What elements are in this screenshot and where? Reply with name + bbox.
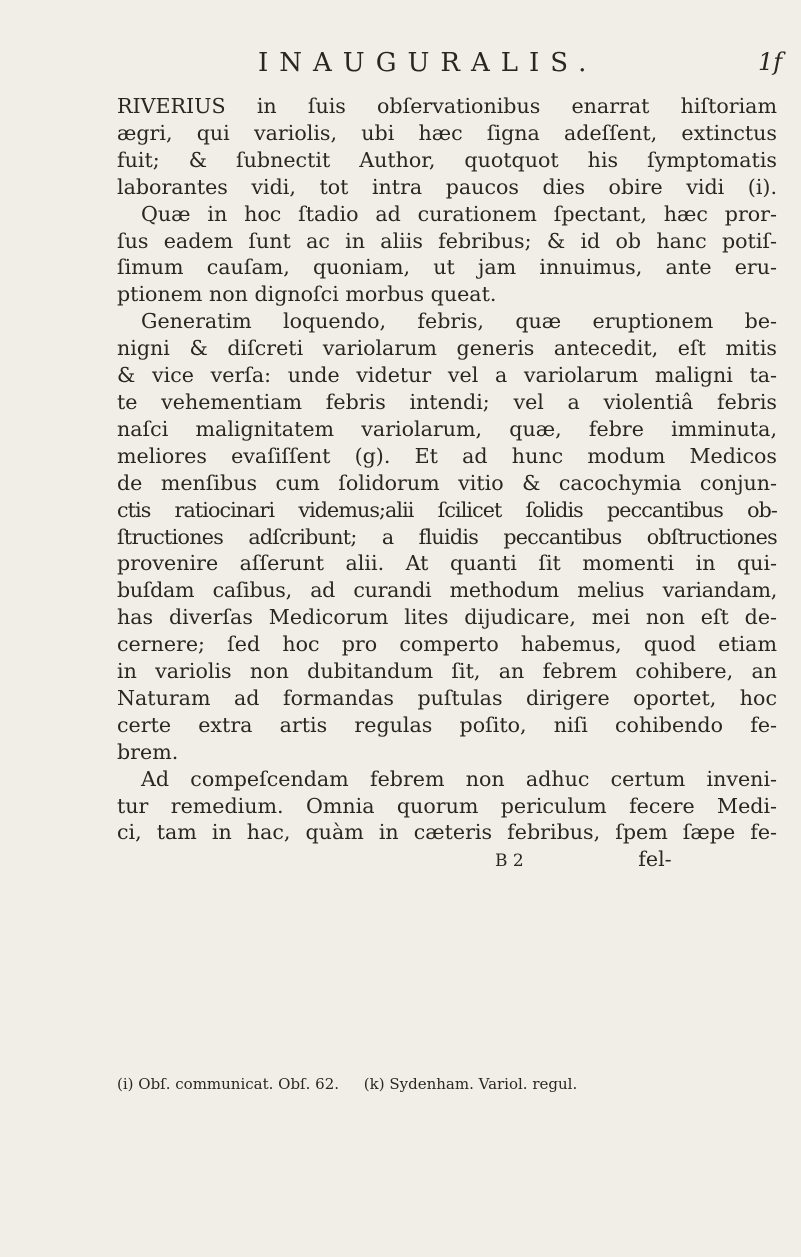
text-line: ctis ratiocinari videmus;alii ſcilicet ſolidis peccantibus ob- — [117, 497, 777, 522]
text-line: fuit; & ſubnectit Author, quotquot his ſymptomatis — [117, 147, 777, 172]
text-line: & vice verſa: unde videtur vel a variolarum maligni ta- — [117, 363, 777, 388]
text-line: Ad compeſcendam febrem non adhuc certum inveni- — [141, 766, 777, 791]
text-line: nigni & diſcreti variolarum generis antecedit, eſt mitis — [117, 336, 777, 361]
text-line: in variolis non dubitandum ſit, an febrem cohibere, an — [117, 659, 777, 684]
text-line: RIVERIUS in ſuis obſervationibus enarrat hiſtoriam — [117, 94, 777, 118]
text-line: ſtructiones adſcribunt; a fluidis peccantibus obſtructiones — [117, 524, 777, 549]
text-line: ſus eadem ſunt ac in aliis febribus; & id ob hanc potiſ- — [117, 228, 777, 253]
text-line: naſci malignitatem variolarum, quæ, febre imminuta, — [117, 416, 777, 441]
text-line: brem. — [117, 739, 179, 764]
page-number: 1f — [758, 48, 783, 76]
footnote: (i) Obſ. communicat. Obſ. 62. — [117, 1075, 340, 1093]
text-line: cernere; ſed hoc pro comperto habemus, quod etiam — [117, 632, 777, 657]
text-line: ſimum cauſam, quoniam, ut jam innuimus, ante eru- — [117, 255, 777, 280]
body-text — [117, 93, 777, 875]
text-line: ci, tam in hac, quàm in cæteris febribus, ſpem ſæpe fe- — [117, 820, 777, 845]
text-line: provenire aſſerunt alii. At quanti ſit momenti in qui- — [117, 551, 777, 576]
text-line: laborantes vidi, tot intra paucos dies obire vidi (i). — [117, 174, 777, 199]
text-line: buſdam caſibus, ad curandi methodum melius variandam, — [117, 578, 777, 603]
text-line: meliores evaſiſſent (g). Et ad hunc modum Medicos — [117, 443, 777, 468]
footnote: (k) Sydenham. Variol. regul. — [363, 1075, 578, 1093]
text-line: ægri, qui variolis, ubi hæc ſigna adeſſent, extinctus — [117, 120, 777, 145]
catchword: fel- — [638, 847, 672, 872]
text-line: Quæ in hoc ſtadio ad curationem ſpectant, hæc pror- — [141, 201, 777, 226]
text-line: tur remedium. Omnia quorum periculum fecere Medi- — [117, 793, 777, 818]
text-line: ptionem non dignoſci morbus queat. — [117, 282, 497, 307]
footnotes — [117, 1075, 777, 1093]
text-line: Generatim loquendo, febris, quæ eruptionem be- — [141, 309, 777, 334]
text-line: de menſibus cum ſolidorum vitio & cacochymia conjun- — [117, 470, 777, 495]
text-line: certe extra artis regulas poſito, niſi cohibendo fe- — [117, 712, 777, 737]
text-line: Naturam ad formandas puſtulas dirigere oportet, hoc — [117, 685, 777, 710]
running-header: INAUGURALIS. — [258, 48, 598, 78]
text-line: te vehementiam febris intendi; vel a violentiâ febris — [117, 389, 777, 414]
text-line: has diverſas Medicorum lites dijudicare, mei non eſt de- — [117, 605, 777, 630]
signature-mark: B 2 — [495, 851, 524, 872]
signature-line — [117, 846, 777, 875]
